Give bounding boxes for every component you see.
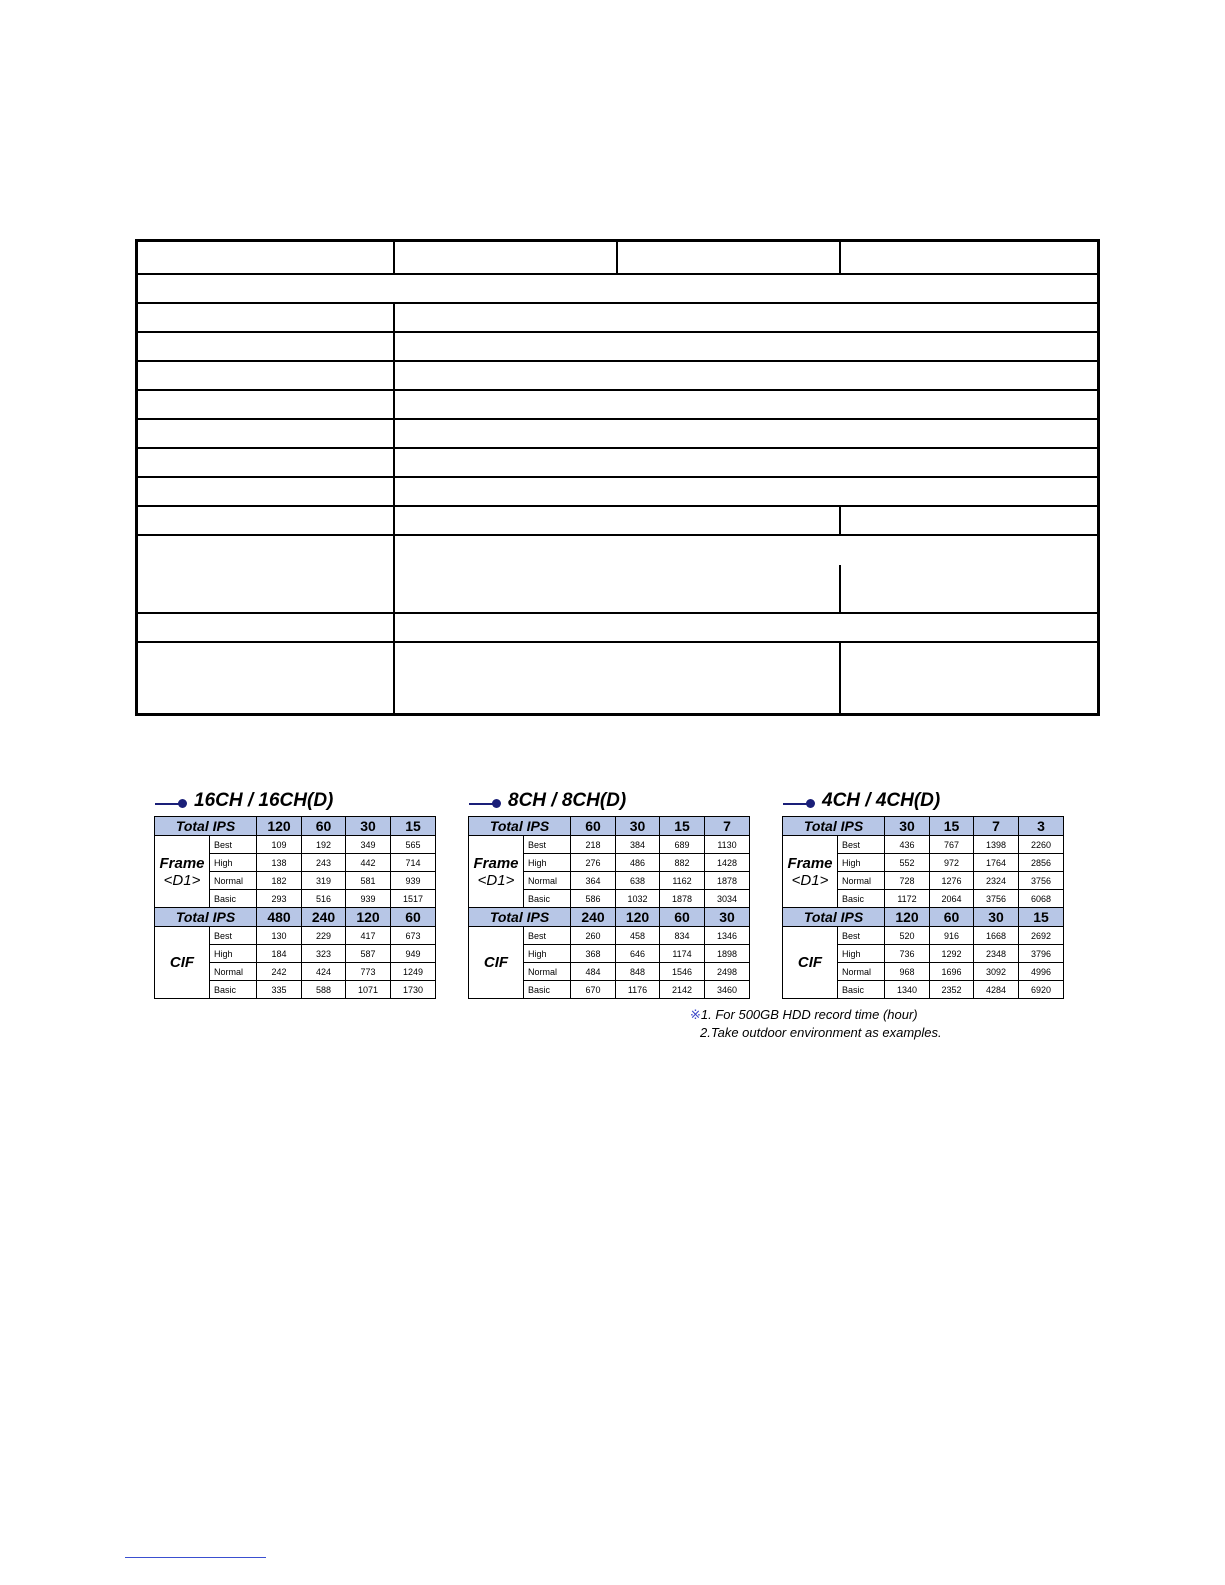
record-hours-cell: 848 — [616, 963, 660, 981]
record-hours-cell: 442 — [346, 854, 391, 872]
spec-table — [135, 239, 1100, 716]
record-hours-cell: 243 — [302, 854, 346, 872]
quality-label: High — [838, 854, 885, 872]
table-row — [469, 836, 750, 854]
record-hours-cell: 939 — [346, 890, 391, 908]
quality-label: High — [838, 945, 885, 963]
quality-label: Normal — [838, 872, 885, 890]
record-hours-cell: 773 — [346, 963, 391, 981]
spec-row-line — [138, 447, 1097, 449]
table-row — [469, 927, 750, 945]
spec-col-line — [839, 643, 841, 713]
spec-col-line — [839, 507, 841, 536]
record-hours-cell: 834 — [660, 927, 705, 945]
frame-label: Frame — [159, 854, 205, 872]
table-row — [155, 836, 436, 854]
cif-group-label: CIF — [469, 927, 524, 999]
quality-label: Basic — [210, 890, 257, 908]
record-hours-cell: 1071 — [346, 981, 391, 999]
record-hours-cell: 4996 — [1019, 963, 1064, 981]
record-hours-cell: 728 — [885, 872, 930, 890]
frame-group-label — [469, 836, 524, 908]
quality-label: Basic — [524, 890, 571, 908]
record-hours-cell: 3756 — [974, 890, 1019, 908]
ips-value: 240 — [571, 908, 616, 927]
ips-value: 60 — [302, 817, 346, 836]
total-ips-label: Total IPS — [155, 908, 257, 927]
record-hours-cell: 368 — [571, 945, 616, 963]
record-hours-cell: 689 — [660, 836, 705, 854]
frame-ips-header — [783, 817, 1064, 836]
quality-label: Basic — [210, 981, 257, 999]
frame-ips-header — [469, 817, 750, 836]
record-hours-cell: 417 — [346, 927, 391, 945]
total-ips-label: Total IPS — [469, 908, 571, 927]
quality-label: High — [524, 854, 571, 872]
record-hours-cell: 916 — [930, 927, 974, 945]
cif-ips-header — [469, 908, 750, 927]
ips-value: 60 — [660, 908, 705, 927]
record-hours-cell: 486 — [616, 854, 660, 872]
ips-value: 15 — [1019, 908, 1064, 927]
record-hours-cell: 458 — [616, 927, 660, 945]
record-hours-cell: 1517 — [391, 890, 436, 908]
quality-label: Basic — [838, 981, 885, 999]
record-hours-cell: 130 — [257, 927, 302, 945]
record-hours-cell: 1346 — [705, 927, 750, 945]
record-table-title: 16CH / 16CH(D) — [194, 790, 334, 811]
spec-row-line — [138, 534, 1097, 536]
quality-label: High — [210, 945, 257, 963]
record-hours-cell: 6068 — [1019, 890, 1064, 908]
table-row — [155, 927, 436, 945]
record-hours-cell: 1032 — [616, 890, 660, 908]
record-hours-cell: 1668 — [974, 927, 1019, 945]
record-table-heading — [782, 790, 1063, 816]
ips-value: 120 — [616, 908, 660, 927]
record-hours-cell: 229 — [302, 927, 346, 945]
quality-label: Normal — [524, 872, 571, 890]
quality-label: Basic — [524, 981, 571, 999]
record-hours-cell: 2856 — [1019, 854, 1064, 872]
record-hours-cell: 6920 — [1019, 981, 1064, 999]
frame-group-label — [783, 836, 838, 908]
record-hours-cell: 673 — [391, 927, 436, 945]
footer-rule — [125, 1557, 266, 1558]
ips-value: 120 — [346, 908, 391, 927]
record-hours-cell: 1340 — [885, 981, 930, 999]
record-hours-cell: 587 — [346, 945, 391, 963]
record-hours-cell: 968 — [885, 963, 930, 981]
spec-col-line — [839, 242, 841, 273]
quality-label: Best — [838, 927, 885, 945]
record-hours-cell: 1428 — [705, 854, 750, 872]
record-hours-cell: 138 — [257, 854, 302, 872]
record-hours-cell: 3756 — [1019, 872, 1064, 890]
ips-value: 15 — [391, 817, 436, 836]
record-table-heading — [154, 790, 435, 816]
record-hours-cell: 484 — [571, 963, 616, 981]
frame-label: Frame — [473, 854, 519, 872]
record-hours-cell: 364 — [571, 872, 616, 890]
spec-row-line — [138, 273, 1097, 275]
total-ips-label: Total IPS — [155, 817, 257, 836]
quality-label: Best — [524, 927, 571, 945]
record-time-grid — [782, 816, 1064, 999]
record-hours-cell: 1292 — [930, 945, 974, 963]
record-table-8ch — [468, 790, 749, 999]
record-hours-cell: 349 — [346, 836, 391, 854]
record-hours-cell: 1249 — [391, 963, 436, 981]
record-hours-cell: 1276 — [930, 872, 974, 890]
frame-group-label — [155, 836, 210, 908]
bullet-dot-icon — [178, 799, 187, 808]
spec-row-line — [138, 418, 1097, 420]
record-hours-cell: 2692 — [1019, 927, 1064, 945]
record-hours-cell: 736 — [885, 945, 930, 963]
spec-col-line — [616, 242, 618, 273]
record-hours-cell: 384 — [616, 836, 660, 854]
spec-row-line — [138, 612, 1097, 614]
cif-ips-header — [783, 908, 1064, 927]
ips-value: 30 — [616, 817, 660, 836]
ips-value: 480 — [257, 908, 302, 927]
quality-label: Normal — [210, 872, 257, 890]
frame-ips-header — [155, 817, 436, 836]
record-hours-cell: 1764 — [974, 854, 1019, 872]
record-hours-cell: 714 — [391, 854, 436, 872]
record-hours-cell: 192 — [302, 836, 346, 854]
record-hours-cell: 436 — [885, 836, 930, 854]
spec-row-line — [138, 641, 1097, 643]
record-hours-cell: 1162 — [660, 872, 705, 890]
ips-value: 30 — [705, 908, 750, 927]
ips-value: 15 — [660, 817, 705, 836]
record-hours-cell: 1696 — [930, 963, 974, 981]
quality-label: Best — [210, 927, 257, 945]
ips-value: 30 — [346, 817, 391, 836]
quality-label: High — [210, 854, 257, 872]
record-hours-cell: 182 — [257, 872, 302, 890]
record-hours-cell: 3460 — [705, 981, 750, 999]
cif-group-label: CIF — [155, 927, 210, 999]
record-time-grid — [154, 816, 436, 999]
record-hours-cell: 319 — [302, 872, 346, 890]
record-table-title: 8CH / 8CH(D) — [508, 790, 627, 811]
record-hours-cell: 2260 — [1019, 836, 1064, 854]
note-line-1: 1. For 500GB HDD record time (hour) — [700, 1007, 918, 1022]
record-hours-cell: 276 — [571, 854, 616, 872]
d1-label: <D1> — [163, 871, 201, 889]
record-hours-cell: 565 — [391, 836, 436, 854]
record-hours-cell: 1174 — [660, 945, 705, 963]
record-hours-cell: 1878 — [705, 872, 750, 890]
spec-col-line — [839, 565, 841, 614]
record-hours-cell: 1130 — [705, 836, 750, 854]
note-mark: ※ — [690, 1007, 701, 1022]
quality-label: Best — [524, 836, 571, 854]
total-ips-label: Total IPS — [469, 817, 571, 836]
record-hours-cell: 972 — [930, 854, 974, 872]
ips-value: 30 — [974, 908, 1019, 927]
quality-label: Best — [838, 836, 885, 854]
spec-row-line — [138, 302, 1097, 304]
ips-value: 60 — [930, 908, 974, 927]
table-row — [783, 836, 1064, 854]
record-hours-cell: 581 — [346, 872, 391, 890]
ips-value: 120 — [257, 817, 302, 836]
record-hours-cell: 520 — [885, 927, 930, 945]
record-hours-cell: 1898 — [705, 945, 750, 963]
record-hours-cell: 2064 — [930, 890, 974, 908]
record-hours-cell: 293 — [257, 890, 302, 908]
record-time-grid — [468, 816, 750, 999]
d1-label: <D1> — [477, 871, 515, 889]
record-hours-cell: 882 — [660, 854, 705, 872]
spec-row-line — [138, 505, 1097, 507]
ips-value: 7 — [705, 817, 750, 836]
ips-value: 120 — [885, 908, 930, 927]
record-hours-cell: 424 — [302, 963, 346, 981]
total-ips-label: Total IPS — [783, 817, 885, 836]
quality-label: High — [524, 945, 571, 963]
record-hours-cell: 638 — [616, 872, 660, 890]
record-hours-cell: 949 — [391, 945, 436, 963]
record-hours-cell: 1546 — [660, 963, 705, 981]
spec-row-line — [138, 360, 1097, 362]
ips-value: 30 — [885, 817, 930, 836]
record-table-4ch — [782, 790, 1063, 999]
ips-value: 60 — [571, 817, 616, 836]
record-hours-cell: 335 — [257, 981, 302, 999]
record-hours-cell: 3034 — [705, 890, 750, 908]
record-hours-cell: 242 — [257, 963, 302, 981]
record-notes — [690, 1006, 942, 1042]
record-hours-cell: 767 — [930, 836, 974, 854]
quality-label: Normal — [524, 963, 571, 981]
quality-label: Basic — [838, 890, 885, 908]
record-hours-cell: 1730 — [391, 981, 436, 999]
total-ips-label: Total IPS — [783, 908, 885, 927]
bullet-dot-icon — [492, 799, 501, 808]
record-hours-cell: 184 — [257, 945, 302, 963]
record-hours-cell: 3092 — [974, 963, 1019, 981]
record-hours-cell: 2324 — [974, 872, 1019, 890]
ips-value: 15 — [930, 817, 974, 836]
record-hours-cell: 2352 — [930, 981, 974, 999]
spec-col-line — [393, 242, 395, 273]
record-hours-cell: 516 — [302, 890, 346, 908]
spec-col-line — [393, 304, 395, 713]
frame-label: Frame — [787, 854, 833, 872]
quality-label: Normal — [838, 963, 885, 981]
quality-label: Normal — [210, 963, 257, 981]
record-hours-cell: 939 — [391, 872, 436, 890]
cif-ips-header — [155, 908, 436, 927]
record-hours-cell: 3796 — [1019, 945, 1064, 963]
record-hours-cell: 586 — [571, 890, 616, 908]
record-hours-cell: 670 — [571, 981, 616, 999]
record-hours-cell: 1398 — [974, 836, 1019, 854]
bullet-dot-icon — [806, 799, 815, 808]
record-hours-cell: 1878 — [660, 890, 705, 908]
spec-row-line — [138, 476, 1097, 478]
ips-value: 60 — [391, 908, 436, 927]
record-hours-cell: 323 — [302, 945, 346, 963]
record-hours-cell: 2142 — [660, 981, 705, 999]
record-table-heading — [468, 790, 749, 816]
record-hours-cell: 109 — [257, 836, 302, 854]
record-hours-cell: 260 — [571, 927, 616, 945]
spec-row-line — [138, 331, 1097, 333]
quality-label: Best — [210, 836, 257, 854]
record-hours-cell: 2498 — [705, 963, 750, 981]
record-hours-cell: 552 — [885, 854, 930, 872]
record-hours-cell: 4284 — [974, 981, 1019, 999]
ips-value: 240 — [302, 908, 346, 927]
cif-group-label: CIF — [783, 927, 838, 999]
record-hours-cell: 2348 — [974, 945, 1019, 963]
ips-value: 3 — [1019, 817, 1064, 836]
record-hours-cell: 588 — [302, 981, 346, 999]
spec-row-line — [138, 389, 1097, 391]
record-hours-cell: 1176 — [616, 981, 660, 999]
record-hours-cell: 218 — [571, 836, 616, 854]
note-line-2: 2.Take outdoor environment as examples. — [700, 1025, 942, 1040]
record-hours-cell: 1172 — [885, 890, 930, 908]
record-table-title: 4CH / 4CH(D) — [822, 790, 941, 811]
table-row — [783, 927, 1064, 945]
record-hours-cell: 646 — [616, 945, 660, 963]
d1-label: <D1> — [791, 871, 829, 889]
record-table-16ch — [154, 790, 435, 999]
ips-value: 7 — [974, 817, 1019, 836]
